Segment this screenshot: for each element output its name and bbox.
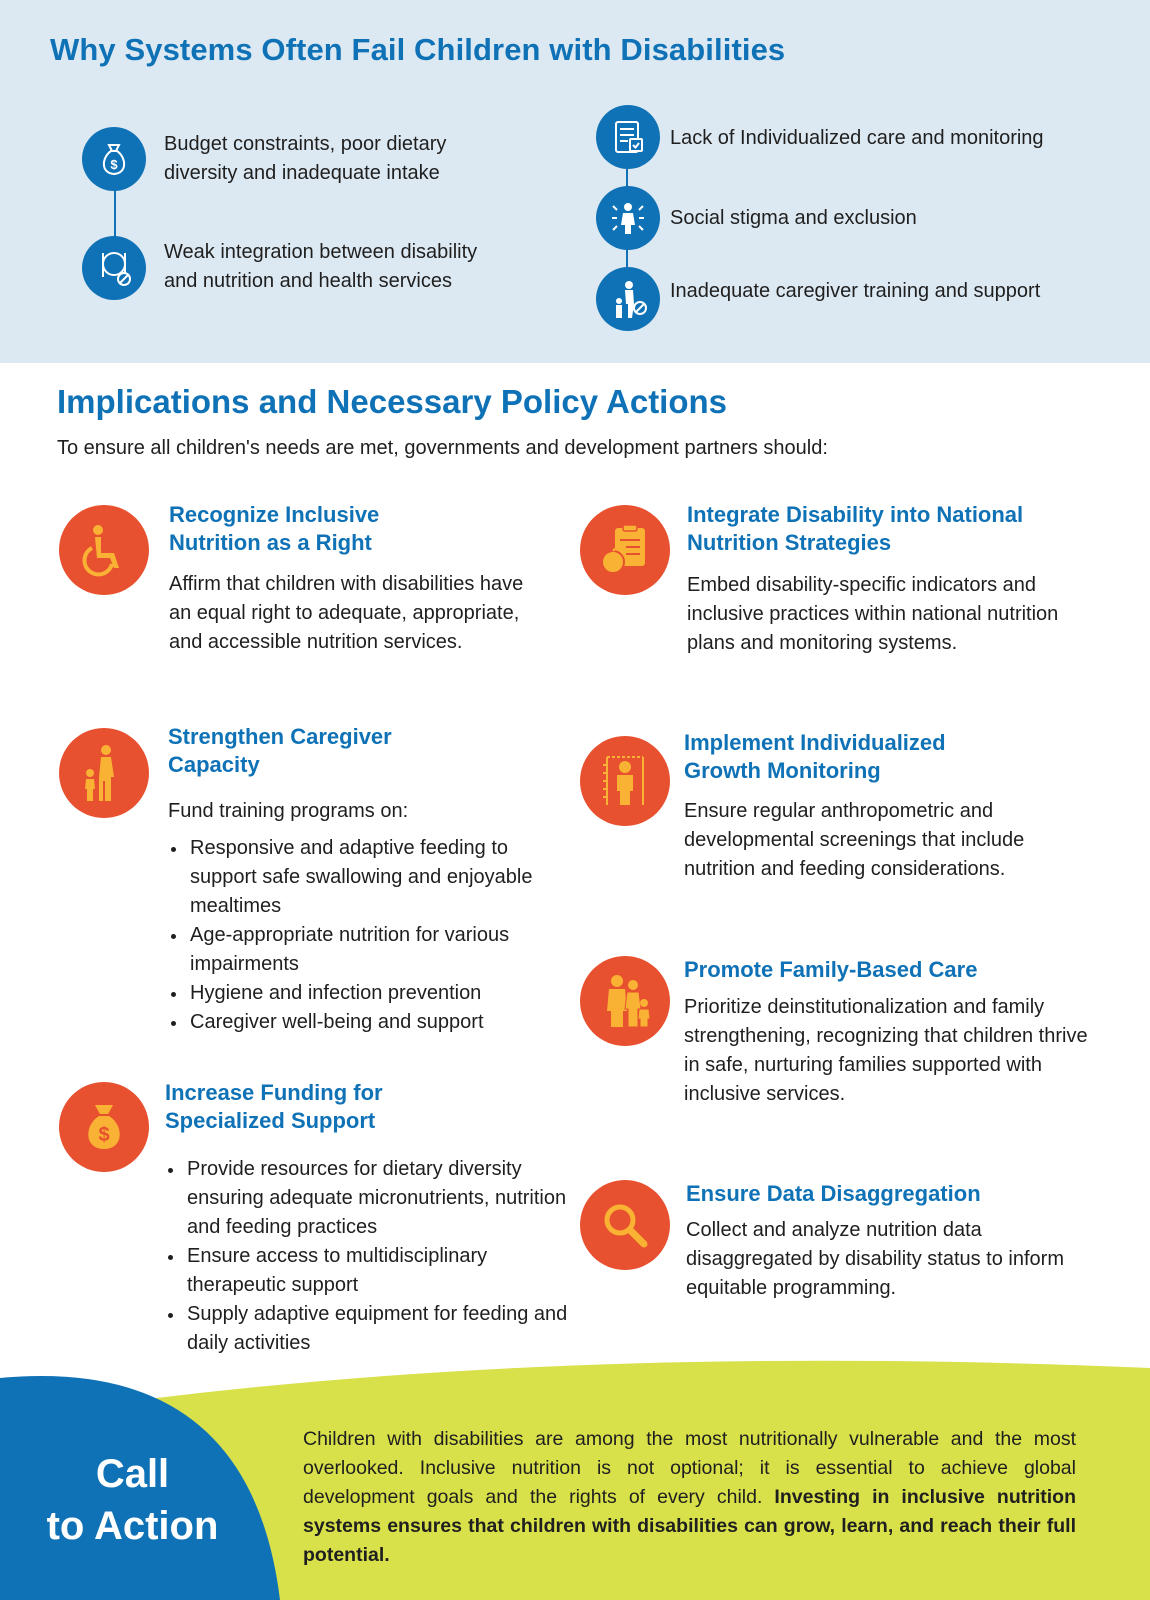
checklist-icon	[596, 105, 660, 169]
implications-intro: To ensure all children's needs are met, governments and development partners should:	[57, 437, 828, 459]
failure-item: Budget constraints, poor dietary diversity and inadequate intake	[164, 133, 447, 184]
wheelchair-icon	[59, 505, 149, 595]
connector-line	[114, 190, 116, 240]
nutrition-plan-icon	[580, 505, 670, 595]
action-body: Ensure regular anthropometric and developmental screenings that include nutrition and feeding considerations.	[684, 800, 1025, 880]
action-title: Increase Funding for Specialized Support	[165, 1080, 383, 1133]
list-item: Age-appropriate nutrition for various impairments	[168, 921, 568, 979]
cta-body-regular: Children with disabilities are among the most nutritionally vulnerable and the most overlooked. Inclusive nutrition is not optional; it is essential to achieve global development goals and the rights of every child.	[303, 1428, 1076, 1508]
implications-title: Implications and Necessary Policy Actions	[57, 383, 728, 420]
caregiver-no-icon	[596, 267, 660, 331]
failure-item: Social stigma and exclusion	[670, 207, 917, 229]
caregiver-icon	[59, 728, 149, 818]
failure-item: Lack of Individualized care and monitoring	[670, 127, 1044, 149]
family-icon	[580, 956, 670, 1046]
stigma-icon	[596, 186, 660, 250]
list-item: Supply adaptive equipment for feeding and daily activities	[165, 1300, 570, 1358]
action-title: Implement Individualized Growth Monitoring	[684, 730, 946, 783]
food-no-icon	[82, 236, 146, 300]
systems-title: Why Systems Often Fail Children with Disabilities	[50, 32, 786, 67]
list-item: Hygiene and infection prevention	[168, 979, 568, 1008]
action-lead: Fund training programs on:	[168, 800, 409, 822]
action-body: Collect and analyze nutrition data disaggregated by disability status to inform equitable programming.	[686, 1219, 1064, 1299]
cta-title: Call to Action	[46, 1452, 219, 1548]
list-item: Provide resources for dietary diversity ensuring adequate micronutrients, nutrition and feeding practices	[165, 1155, 570, 1242]
cta-body-bold: Investing in inclusive nutrition systems ensures that children with disabilities can grow, learn, and reach their full potential.	[303, 1486, 1076, 1566]
magnifier-icon	[580, 1180, 670, 1270]
svg-text:$: $	[98, 1124, 110, 1146]
action-body: Prioritize deinstitutionalization and family strengthening, recognizing that children thrive in safe, nurturing families supported with inclusive services.	[684, 996, 1088, 1105]
action-body	[168, 797, 568, 1037]
growth-chart-icon	[580, 736, 670, 826]
action-body: Affirm that children with disabilities have an equal right to adequate, appropriate, and accessible nutrition services.	[169, 573, 524, 653]
list-item: Responsive and adaptive feeding to support safe swallowing and enjoyable mealtimes	[168, 834, 568, 921]
action-title: Ensure Data Disaggregation	[686, 1181, 981, 1206]
action-title: Recognize Inclusive Nutrition as a Right	[169, 502, 380, 555]
list-item: Ensure access to multidisciplinary therapeutic support	[165, 1242, 570, 1300]
list-item: Caregiver well-being and support	[168, 1008, 568, 1037]
action-body	[165, 1155, 570, 1358]
action-title: Promote Family-Based Care	[684, 957, 978, 982]
action-title: Strengthen Caregiver Capacity	[168, 724, 392, 777]
money-bag-icon	[59, 1082, 149, 1172]
failure-item: Inadequate caregiver training and support	[670, 280, 1041, 302]
svg-text:$: $	[110, 157, 118, 172]
cta-body	[303, 1425, 1076, 1570]
failure-item: Weak integration between disability and nutrition and health services	[164, 241, 478, 292]
action-title: Integrate Disability into National Nutrition Strategies	[687, 502, 1024, 555]
money-bag-icon	[82, 127, 146, 191]
action-body: Embed disability-specific indicators and inclusive practices within national nutrition plans and monitoring systems.	[687, 574, 1059, 654]
